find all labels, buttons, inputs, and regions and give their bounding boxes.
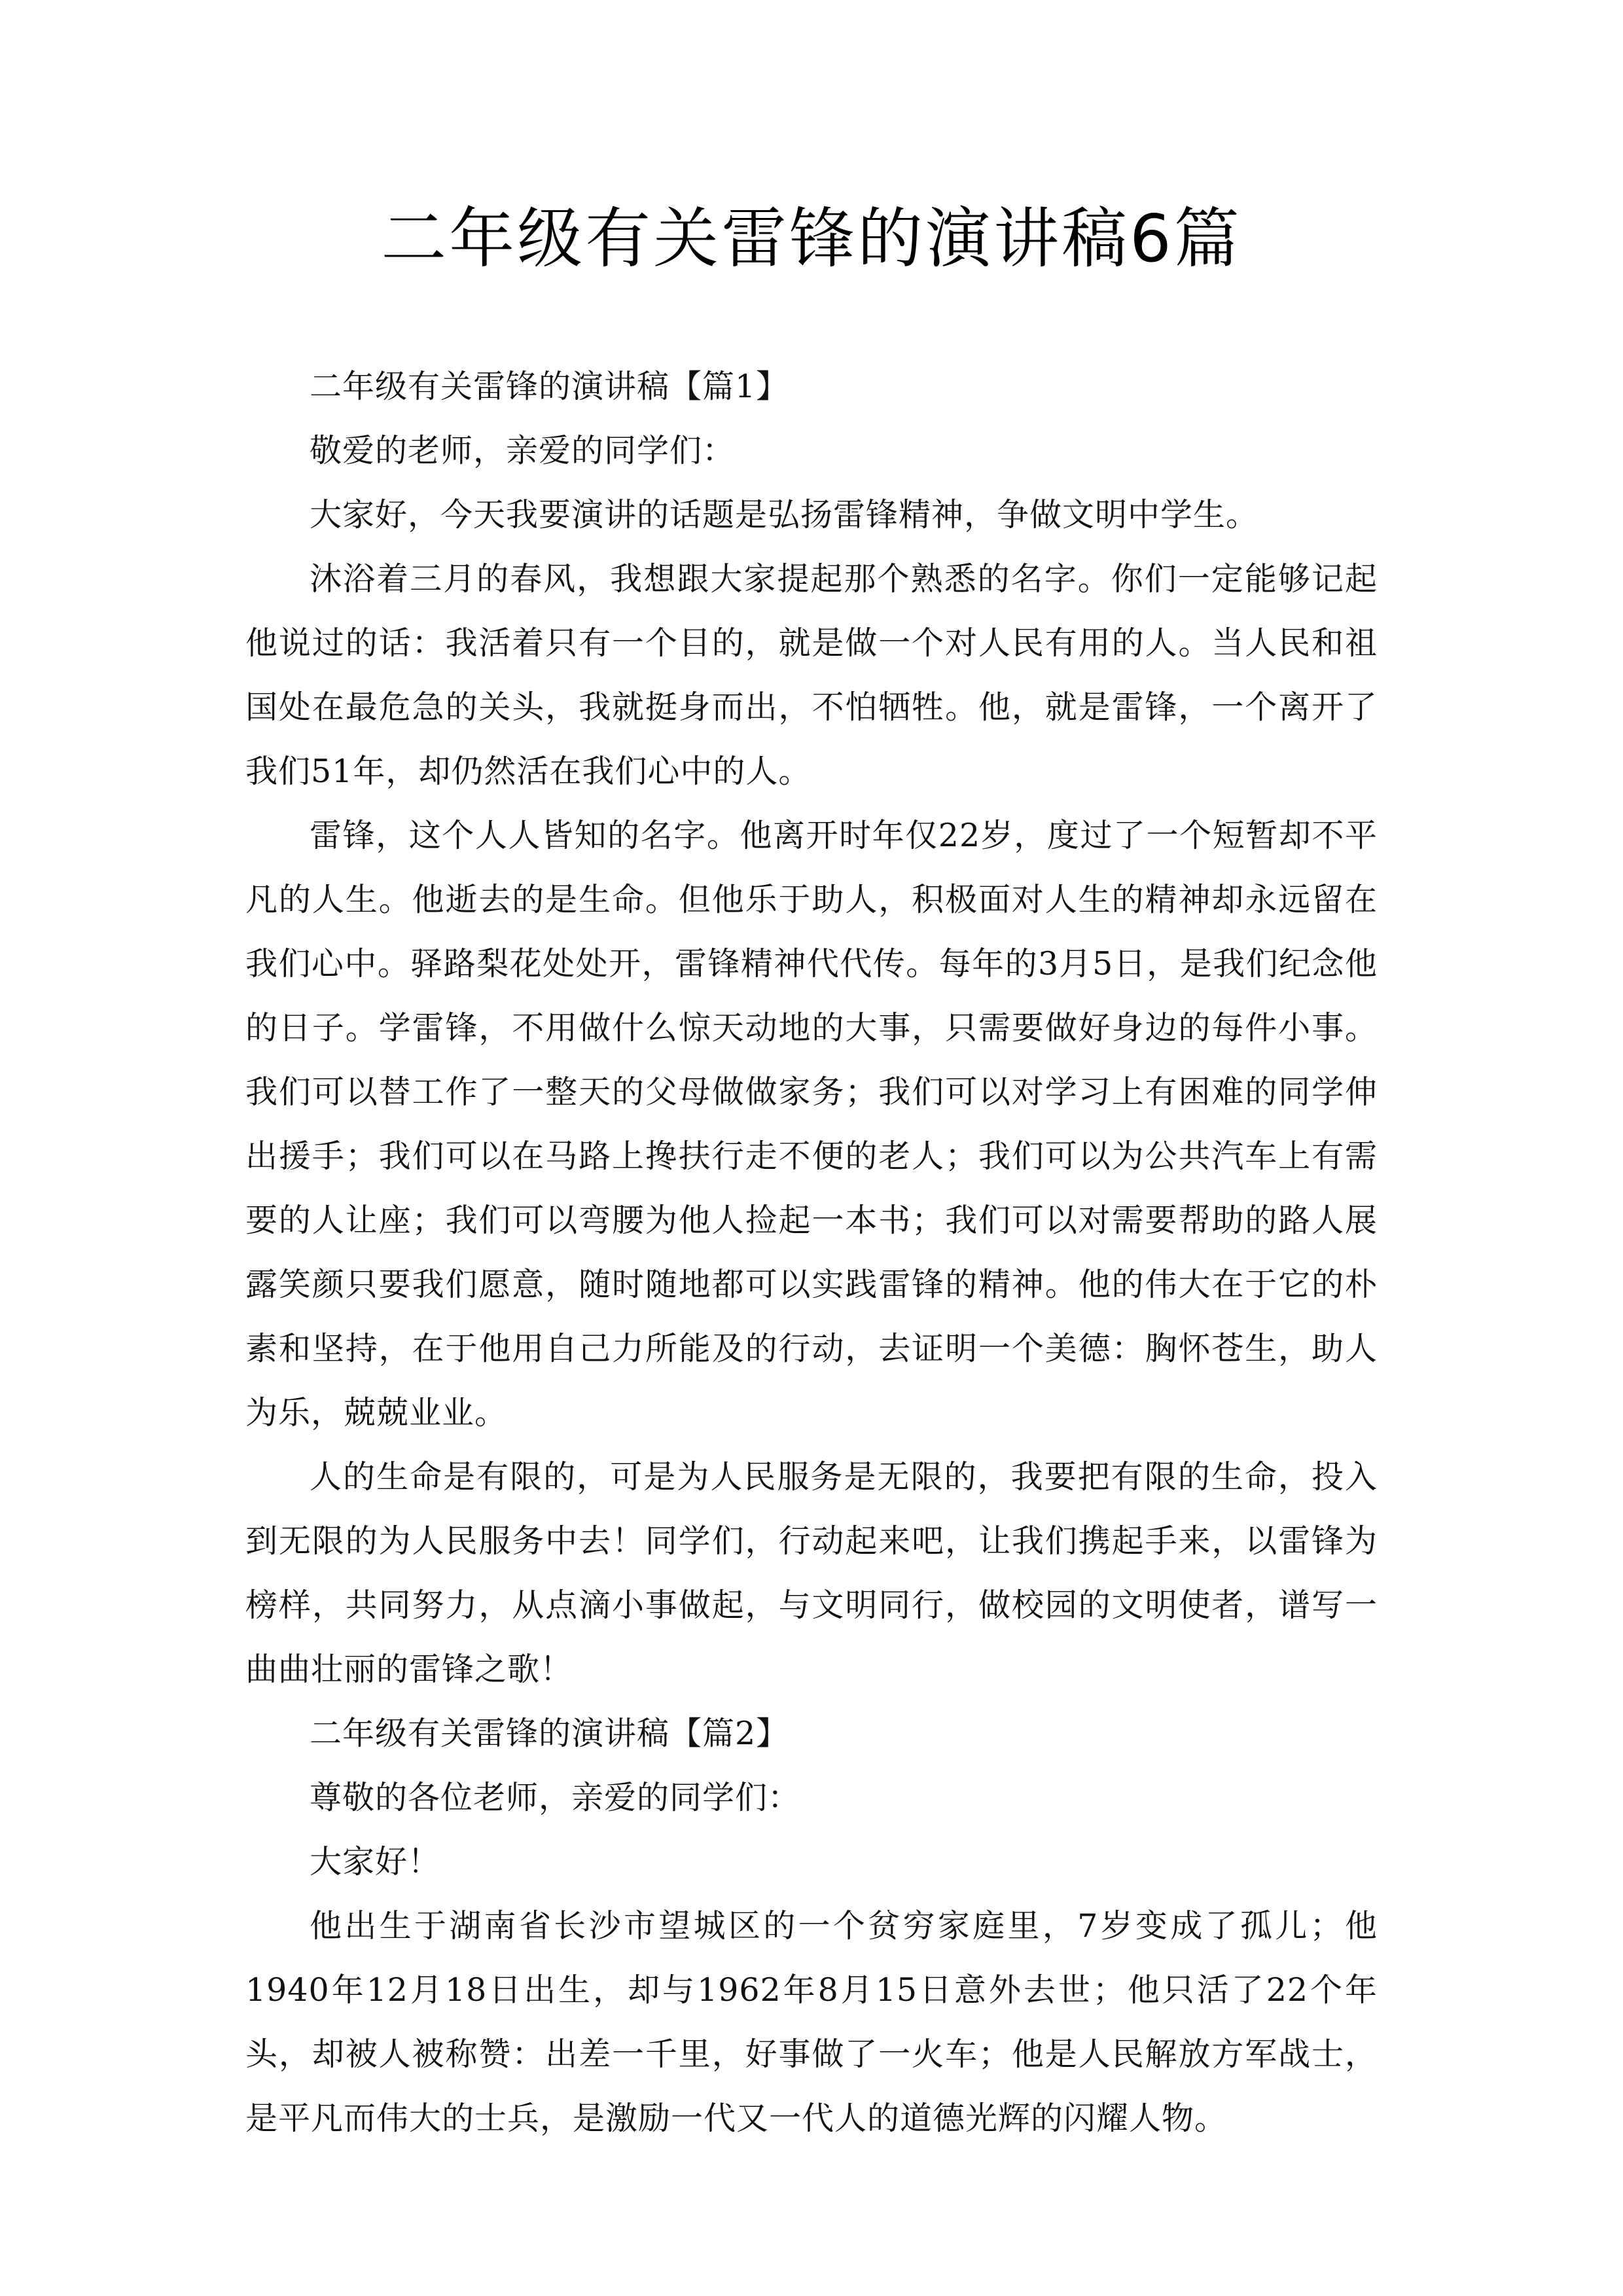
salutation-1: 敬爱的老师，亲爱的同学们：	[310, 432, 736, 469]
paragraph: 他出生于湖南省长沙市望城区的一个贫穷家庭里，7岁变成了孤儿；他1940年12月18日出生，却与1962年8月15日意外去世；他只活了22个年头，却被人被称赞：出差一千里，好事做了一火车；他是人民解放方军战士，是平凡而伟大的士兵，是激励一代又一代人的道德光辉的闪耀人物。	[245, 1907, 1378, 2137]
salutation-2: 尊敬的各位老师，亲爱的同学们：	[310, 1779, 801, 1816]
paragraph: 雷锋，这个人人皆知的名字。他离开时年仅22岁，度过了一个短暂却不平凡的人生。他逝去的是生命。但他乐于助人，积极面对人生的精神却永远留在我们心中。驿路梨花处处开，雷锋精神代代传。每年的3月5日，是我们纪念他的日子。学雷锋，不用做什么惊天动地的大事，只需要做好身边的每件小事。我们可以替工作了一整天的父母做做家务；我们可以对学习上有困难的同学伸出援手；我们可以在马路上搀扶行走不便的老人；我们可以为公共汽车上有需要的人让座；我们可以弯腰为他人捡起一本书；我们可以对需要帮助的路人展露笑颜只要我们愿意，随时随地都可以实践雷锋的精神。他的伟大在于它的朴素和坚持，在于他用自己力所能及的行动，去证明一个美德：胸怀苍生，助人为乐，兢兢业业。	[245, 817, 1378, 1431]
document-title: 二年级有关雷锋的演讲稿6篇	[381, 200, 1242, 277]
section-heading-2: 二年级有关雷锋的演讲稿【篇2】	[310, 1715, 789, 1752]
document-body	[245, 355, 1378, 2151]
paragraph: 大家好，今天我要演讲的话题是弘扬雷锋精神，争做文明中学生。	[310, 496, 1259, 533]
greeting: 大家好！	[310, 1843, 441, 1880]
section-heading-1: 二年级有关雷锋的演讲稿【篇1】	[310, 368, 789, 405]
paragraph: 沐浴着三月的春风，我想跟大家提起那个熟悉的名字。你们一定能够记起他说过的话：我活着只有一个目的，就是做一个对人民有用的人。当人民和祖国处在最危急的关头，我就挺身而出，不怕牺牲。他，就是雷锋，一个离开了我们51年，却仍然活在我们心中的人。	[245, 560, 1378, 790]
paragraph: 人的生命是有限的，可是为人民服务是无限的，我要把有限的生命，投入到无限的为人民服务中去！同学们，行动起来吧，让我们携起手来，以雷锋为榜样，共同努力，从点滴小事做起，与文明同行，做校园的文明使者，谱写一曲曲壮丽的雷锋之歌！	[245, 1458, 1378, 1688]
